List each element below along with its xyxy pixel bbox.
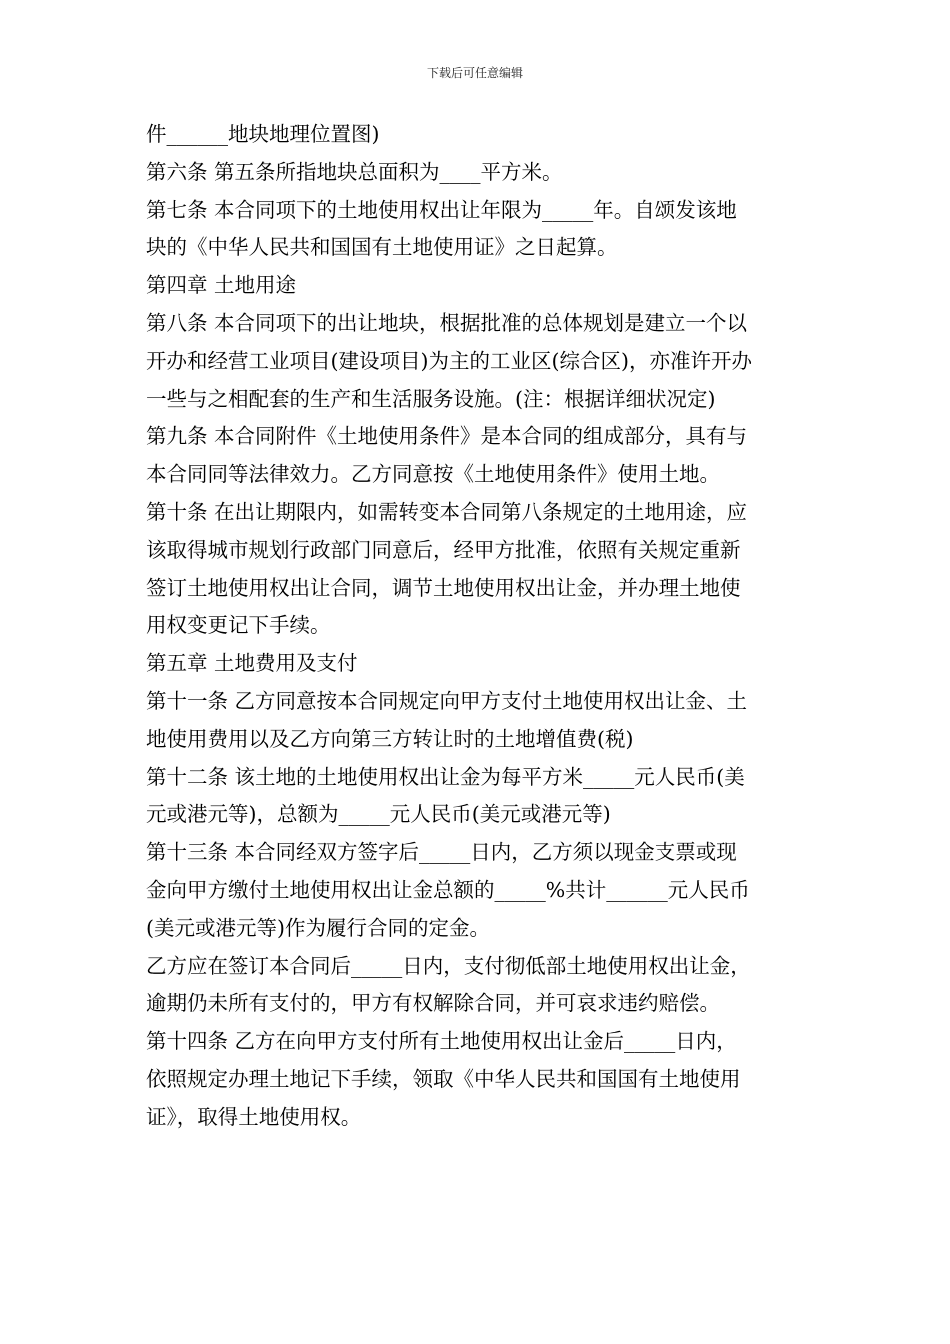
text-line: 一些与之相配套的生产和生活服务设施。(注：根据详细状况定) — [146, 386, 716, 411]
text-line: 开办和经营工业项目(建设项目)为主的工业区(综合区)，亦准许开办 — [146, 348, 752, 373]
article-11: 第十一条 乙方同意按本合同规定向甲方支付土地使用权出让金、土 — [146, 688, 748, 713]
article-6: 第六条 第五条所指地块总面积为____平方米。 — [146, 159, 563, 184]
text-line: 块的《中华人民共和国国有土地使用证》之日起算。 — [146, 235, 618, 260]
article-7: 第七条 本合同项下的土地使用权出让年限为_____年。自颂发该地 — [146, 197, 737, 222]
paragraph-payment-deadline: 乙方应在签订本合同后_____日内，支付彻低部土地使用权出让金， — [146, 953, 751, 978]
article-13: 第十三条 本合同经双方签字后_____日内，乙方须以现金支票或现 — [146, 840, 737, 865]
text-line: 逾期仍未所有支付的，甲方有权解除合同，并可哀求违约赔偿。 — [146, 991, 720, 1016]
text-line: 地使用费用以及乙方向第三方转让时的土地增值费(税) — [146, 726, 634, 751]
text-line: (美元或港元等)作为履行合同的定金。 — [146, 915, 490, 940]
text-line: 签订土地使用权出让合同，调节土地使用权出让金，并办理土地使 — [146, 575, 741, 600]
text-line: 用权变更记下手续。 — [146, 613, 331, 638]
article-9: 第九条 本合同附件《土地使用条件》是本合同的组成部分，具有与 — [146, 424, 748, 449]
article-12: 第十二条 该土地的土地使用权出让金为每平方米_____元人民币(美 — [146, 764, 745, 789]
article-10: 第十条 在出让期限内，如需转变本合同第八条规定的土地用途，应 — [146, 499, 748, 524]
contract-body — [146, 116, 816, 1137]
chapter-4-heading: 第四章 土地用途 — [146, 273, 297, 298]
text-line: 金向甲方缴付土地使用权出让金总额的_____%共计______元人民币 — [146, 877, 750, 902]
page-header-note: 下载后可任意编辑 — [426, 66, 523, 80]
article-8: 第八条 本合同项下的出让地块，根据批准的总体规划是建立一个以 — [146, 310, 748, 335]
text-line: 本合同同等法律效力。乙方同意按《土地使用条件》使用土地。 — [146, 462, 720, 487]
text-line: 证》，取得土地使用权。 — [146, 1104, 362, 1129]
text-line: 该取得城市规划行政部门同意后，经甲方批准，依照有关规定重新 — [146, 537, 741, 562]
text-line: 件______地块地理位置图) — [146, 122, 380, 146]
chapter-5-heading: 第五章 土地费用及支付 — [146, 651, 358, 676]
article-14: 第十四条 乙方在向甲方支付所有土地使用权出让金后_____日内， — [146, 1029, 737, 1054]
text-line: 元或港元等)，总额为_____元人民币(美元或港元等) — [146, 802, 611, 827]
text-line: 依照规定办理土地记下手续，领取《中华人民共和国国有土地使用 — [146, 1066, 741, 1091]
